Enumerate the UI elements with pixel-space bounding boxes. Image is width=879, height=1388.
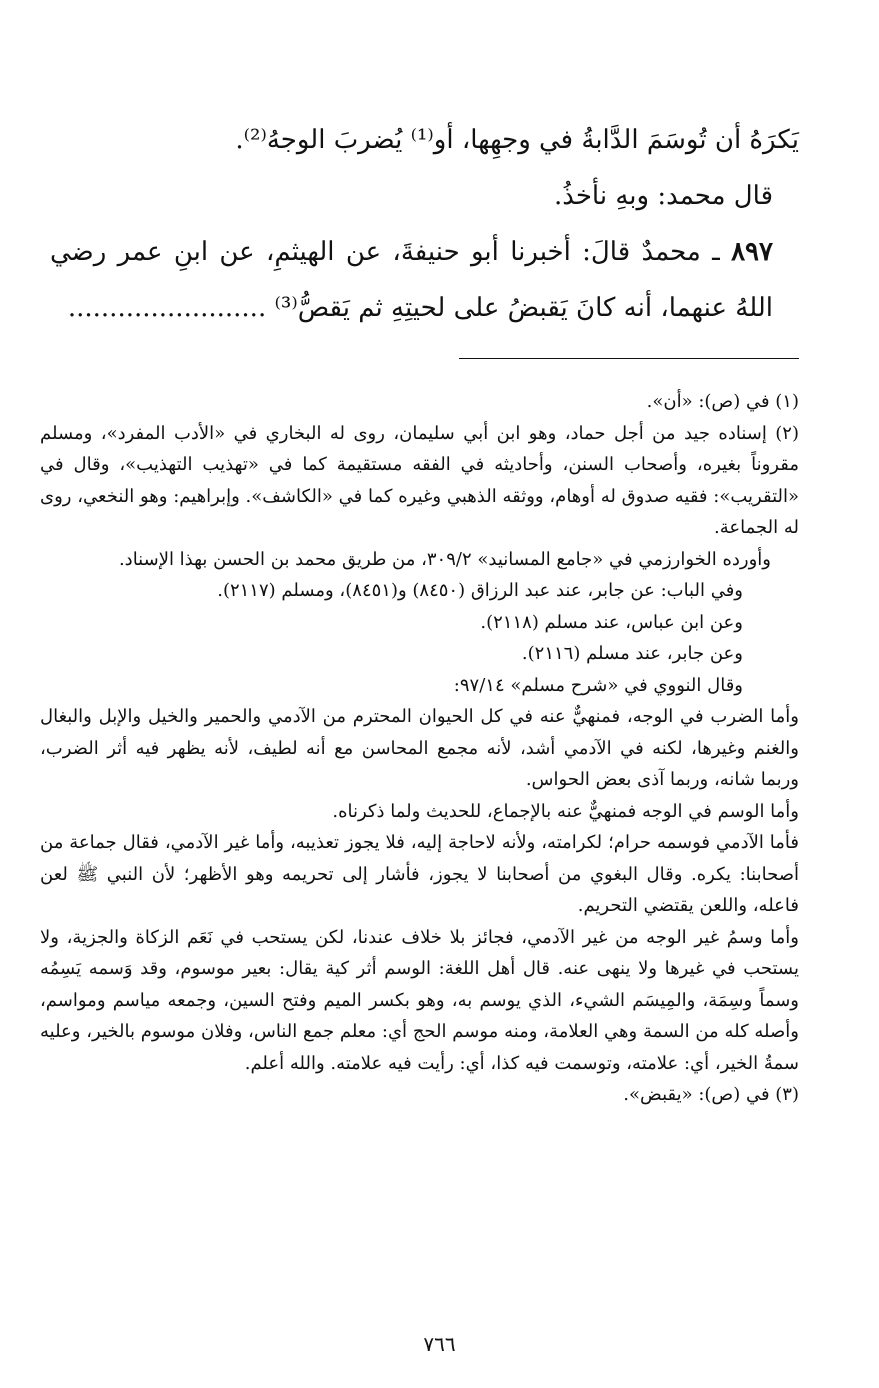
footnote-2-para: وعن ابن عباس، عند مسلم (٢١١٨).: [480, 611, 743, 633]
footnote-2-quote: فأما الآدمي فوسمه حرام؛ لكرامته، ولأنه لاحاجة إليه، فلا يجوز تعذيبه، وأما غير الآدمي، فقال جماعة من أصحابنا: يكره. وقال البغوي من أصحابنا لا يجوز، فأشار إلى تحريمه وهو الأظهر؛ لأن النبي ﷺ لعن فاعله، واللعن يقتضي التحريم.: [40, 832, 799, 916]
hadith-text: ـ محمدٌ قالَ: أخبرنا أبو حنيفةَ، عن الهيثمِ، عن ابنِ عمر رضي اللهُ عنهما، أنه كانَ يَقبضُ على لحيتِهِ ثم يَقصُّ⁽³⁾ ........................: [50, 237, 773, 323]
footnote-2-quote: وأما وسمُ غير الوجه من غير الآدمي، فجائز بلا خلاف عندنا، لكن يستحب في نَعَم الزكاة والجزية، ولا يستحب في غيرها ولا ينهى عنه. قال أهل اللغة: الوسم أثر كية يقال: بعير موسوم، وقد وَسمه يَسِمُه وسماً وسِمَة، والمِيسَم الشيء، الذي يوسم به، وهو بكسر الميم وفتح السين، وجمعه مياسم ومواسم، وأصله كله من السمة وهي العلامة، ومنه موسم الحج أي: معلم جمع الناس، وفلان موسوم بالخير، وعليه سمةُ الخير، أي: علامته، وتوسمت فيه كذا، أي: رأيت فيه علامته. والله أعلم.: [40, 926, 799, 1074]
hadith-number: ٨٩٧: [731, 237, 773, 267]
page-number: ٧٦٦: [423, 1332, 456, 1356]
footnote-1: (١) في (ص): «أن».: [646, 391, 799, 412]
footnotes: [40, 386, 799, 1111]
footnote-2-para: وفي الباب: عن جابر، عند عبد الرزاق (٨٤٥٠) و(٨٤٥١)، ومسلم (٢١١٧).: [217, 580, 743, 601]
footnote-2: (٢) إسناده جيد من أجل حماد، وهو ابن أبي سليمان، روى له البخاري في «الأدب المفرد»، ومسلم مقروناً بغيره، وأصحاب السنن، وأحاديثه في الفقه مستقيمة كما في «تهذيب التهذيب»، وقال في «التقريب»: فقيه صدوق له أوهام، ووثقه الذهبي وغيره كما في «الكاشف». وإبراهيم: وهو النخعي، روى له الجماعة.: [40, 422, 799, 538]
footnote-2-para: وقال النووي في «شرح مسلم» ٩٧/١٤:: [453, 674, 743, 696]
footnote-2-quote: وأما الوسم في الوجه فمنهيٌّ عنه بالإجماع، للحديث ولما ذكرناه.: [332, 800, 799, 822]
footnote-divider: [459, 358, 799, 359]
main-text: [50, 112, 799, 336]
hadith-paragraph: [50, 224, 799, 336]
footnote-2-para: وعن جابر، عند مسلم (٢١١٦).: [521, 643, 743, 664]
footnote-2-quote: وأما الضرب في الوجه، فمنهيٌّ عنه في كل الحيوان المحترم من الآدمي والحمير والخيل والإبل والبغال والغنم وغيرها، لكنه في الآدمي أشد، لأنه مجمع المحاسن مع أنه لطيف، لأنه يظهر فيه أثر الضرب، وربما شانه، وربما آذى بعض الحواس.: [40, 706, 799, 790]
main-line-2: قال محمد: وبهِ نأخذُ.: [553, 181, 773, 211]
main-line-1: يَكرَهُ أن تُوسَمَ الدَّابةُ في وجهِها، أو⁽¹⁾ يُضربَ الوجهُ⁽²⁾.: [235, 125, 799, 155]
footnote-3: (٣) في (ص): «يقبض».: [623, 1084, 799, 1105]
footnote-2-para: وأورده الخوارزمي في «جامع المسانيد» ٣٠٩/٢، من طريق محمد بن الحسن بهذا الإسناد.: [118, 548, 771, 570]
